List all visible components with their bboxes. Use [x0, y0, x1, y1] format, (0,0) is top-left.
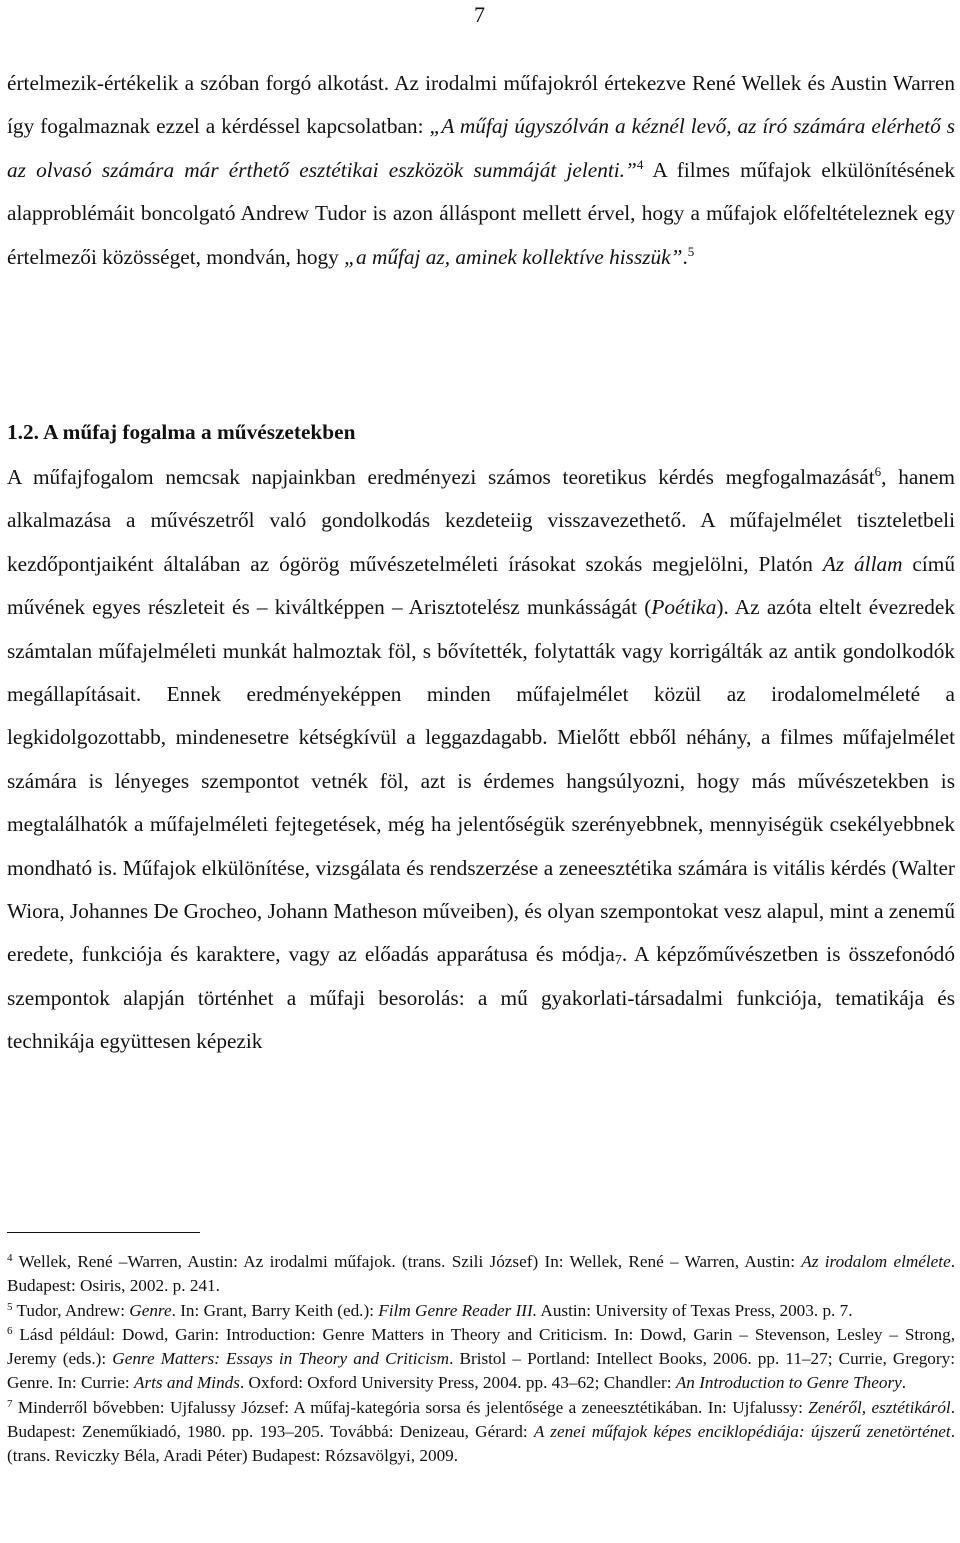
footnote-separator: [7, 1232, 200, 1233]
paragraph-genre-concept: A műfajfogalom nemcsak napjainkban eredményezi számos teoretikus kérdés megfogalmazását$^6$, hanem alkalmazása a művészetről való gondolkodás kezdeteiig visszavezethető. A műfajelmélet tiszteletbeli kezdőpontjaiként általában az ógörög művészetelméleti írásokat szokás megjelölni, Platón Az állam című művének egyes részleteit és – kiváltképpen – Arisztotelész munkásságát (Poétika). Az azóta eltelt évezredek számtalan műfajelméleti munkát halmoztak föl, s bővítették, folytatták vagy korrigálták az antik gondolkodók megállapításait. Ennek eredményeképpen minden műfajelmélet közül az irodalomelméleté a legkidolgozottabb, mindenesetre kétségkívül a leggazdagabb. Mielőtt ebből néhány, a filmes műfajelmélet számára is lényeges szempontot vetnék föl, azt is érdemes hangsúlyozni, hogy más művészetekben is megtalálhatók a műfajelméleti fejtegetések, még ha jelentőségük szerényebbnek, mennyiségük csekélyebbnek mondható is. Műfajok elkülönítése, vizsgálata és rendszerzése a zeneesztétika számára is vitális kérdés (Walter Wiora, Johannes De Grocheo, Johann Matheson műveiben), és olyan szempontokat vesz alapul, mint a zenemű eredete, funkciója és karaktere, vagy az előadás apparátusa és módja$_7$. A képzőművészetben is összefonódó szempontok alapján történhet a műfaji besorolás: a mű gyakorlati-társadalmi funkciója, tematikája és technikája együttesen képezik: [7, 464, 956, 1054]
footnotes: [7, 1250, 955, 1469]
footnote-5: $^5$ Tudor, Andrew: Genre. In: Grant, Barry Keith (ed.): Film Genre Reader III. Austin: University of Texas Press, 2003. p. 7.: [7, 1300, 853, 1320]
quote-wellek-warren: „A műfaj úgyszólván a kéznél levő, az író számára elérhető s az olvasó számára már érthető esztétikai eszközök summáját jelenti.”: [7, 114, 955, 182]
quote-tudor: „a műfaj az, aminek kollektíve hisszük”: [344, 244, 683, 269]
title-az-allam: Az állam: [822, 551, 903, 576]
footnote-6: $^6$ Lásd például: Dowd, Garin: Introduction: Genre Matters in Theory and Criticism. In: Dowd, Garin – Stevenson, Lesley – Strong, Jeremy (eds.): Genre Matters: Essays in Theory and Criticism. Bristol – Portland: Intellect Books, 2006. pp. 11–27; Currie, Gregory: Genre. In: Currie: Arts and Minds. Oxford: Oxford University Press, 2004. pp. 43–62; Chandler: An Introduction to Genre Theory.: [7, 1324, 955, 1393]
footnote-ref-6[interactable]: 6: [874, 464, 882, 479]
footnote-ref-7[interactable]: 7: [614, 953, 622, 969]
footnote-4: $^4$ Wellek, René –Warren, Austin: Az irodalmi műfajok. (trans. Szili József) In: Wellek, René – Warren, Austin: Az irodalom elmélete. Budapest: Osiris, 2002. p. 241.: [7, 1252, 955, 1296]
paragraph-intro: értelmezik-értékelik a szóban forgó alkotást. Az irodalmi műfajokról értekezve René Wellek és Austin Warren így fogalmaznak ezzel a kérdéssel kapcsolatban: „A műfaj úgyszólván a kéznél levő, az író számára elérhető s az olvasó számára már érthető esztétikai eszközök summáját jelenti.”$^4$ A filmes műfajok elkülönítésének alapproblémáit boncolgató Andrew Tudor is azon álláspont mellett érvel, hogy a műfajok előfeltételeznek egy értelmezői közösséget, mondván, hogy „a műfaj az, aminek kollektíve hisszük”.$^5$: [7, 71, 955, 269]
footnote-7: $^7$ Minderről bővebben: Ujfalussy József: A műfaj-kategória sorsa és jelentősége a zeneesztétikában. In: Ujfalussy: Zenéről, esztétikáról. Budapest: Zeneműkiadó, 1980. pp. 193–205. Továbbá: Denizeau, Gérard: A zenei műfajok képes enciklopédiája: újszerű zenetörténet. (trans. Reviczky Béla, Aradi Péter) Budapest: Rózsavölgyi, 2009.: [7, 1397, 955, 1466]
page-number: 7: [474, 2, 485, 27]
title-poetika: Poétika: [651, 595, 717, 620]
footnote-ref-5[interactable]: 5: [687, 243, 695, 259]
section-heading: 1.2. A műfaj fogalma a művészetekben: [7, 420, 356, 444]
footnote-ref-4[interactable]: 4: [636, 156, 644, 172]
